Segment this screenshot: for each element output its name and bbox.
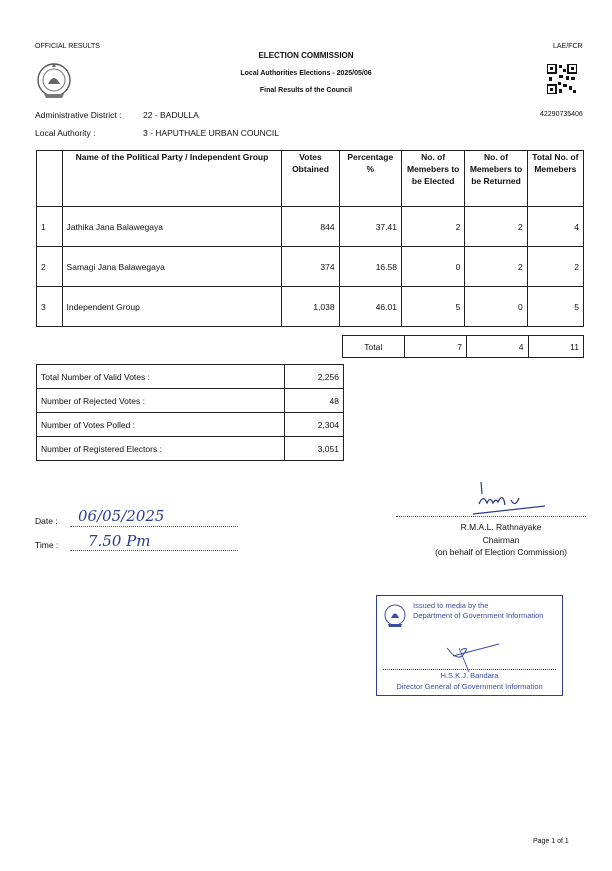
- votes-obtained: 1,038: [282, 287, 339, 327]
- election-subtitle: Local Authorities Elections - 2025/05/06: [240, 70, 372, 77]
- members-elected: 5: [401, 287, 464, 327]
- vote-percentage: 37.41: [339, 207, 401, 247]
- commission-title: ELECTION COMMISSION: [258, 51, 354, 60]
- summary-row: [37, 437, 344, 461]
- media-issue-stamp: [376, 595, 563, 696]
- members-total: 2: [527, 247, 583, 287]
- form-code: LAE/FCR: [553, 43, 583, 50]
- members-total: 4: [527, 207, 583, 247]
- director-name: H.S.K.J. Bandara: [440, 671, 499, 680]
- header-votes: Votes Obtained: [282, 151, 339, 207]
- summary-table: [36, 364, 344, 461]
- results-table-header: [37, 151, 584, 207]
- row-number: 3: [37, 287, 63, 327]
- header-party: Name of the Political Party / Independent Group: [62, 151, 282, 207]
- final-results-title: Final Results of the Council: [259, 87, 353, 94]
- members-returned: 2: [465, 247, 527, 287]
- summary-row: [37, 365, 344, 389]
- stamp-line-1: Issued to media by the: [413, 601, 489, 610]
- votes-obtained: 374: [282, 247, 339, 287]
- qr-code-icon: [547, 64, 577, 94]
- document-number: 42290735406: [540, 111, 583, 118]
- totals-table: [342, 335, 584, 358]
- on-behalf-note: (on behalf of Election Commission): [435, 547, 567, 557]
- chairman-signature-icon: [455, 478, 555, 518]
- page-number: Page 1 of 1: [533, 838, 569, 845]
- header-percentage: Percentage %: [339, 151, 401, 207]
- time-label: Time :: [35, 540, 59, 550]
- official-results-label: OFFICIAL RESULTS: [35, 43, 100, 50]
- header-no: [37, 151, 63, 207]
- members-elected: 2: [401, 207, 464, 247]
- members-total: 5: [527, 287, 583, 327]
- summary-value: 2,256: [285, 365, 344, 389]
- members-returned: 2: [465, 207, 527, 247]
- date-handwritten: 06/05/2025: [78, 507, 165, 525]
- chairman-name: R.M.A.L. Rathnayake: [460, 522, 542, 532]
- row-number: 1: [37, 207, 63, 247]
- members-elected: 0: [401, 247, 464, 287]
- date-label: Date :: [35, 516, 58, 526]
- summary-value: 3,051: [285, 437, 344, 461]
- vote-percentage: 16.58: [339, 247, 401, 287]
- totals-members: 11: [528, 336, 583, 358]
- table-row: [37, 287, 584, 327]
- time-line: [70, 550, 238, 551]
- authority-value: 3 - HAPUTHALE URBAN COUNCIL: [143, 128, 280, 138]
- table-row: [37, 247, 584, 287]
- chairman-title: Chairman: [482, 535, 520, 545]
- totals-elected: 7: [404, 336, 467, 358]
- summary-label: Number of Registered Electors :: [37, 437, 285, 461]
- table-row: [37, 207, 584, 247]
- header-returned: No. of Memebers to be Returned: [465, 151, 527, 207]
- header-total-members: Total No. of Memebers: [527, 151, 583, 207]
- totals-label: Total: [343, 336, 405, 358]
- summary-label: Total Number of Valid Votes :: [37, 365, 285, 389]
- header-elected: No. of Memebers to be Elected: [401, 151, 464, 207]
- votes-obtained: 844: [282, 207, 339, 247]
- summary-label: Number of Votes Polled :: [37, 413, 285, 437]
- district-value: 22 - BADULLA: [143, 110, 199, 120]
- date-line: [70, 526, 238, 527]
- party-name: Jathika Jana Balawegaya: [62, 207, 282, 247]
- authority-label: Local Authority :: [35, 128, 96, 138]
- party-name: Samagi Jana Balawegaya: [62, 247, 282, 287]
- row-number: 2: [37, 247, 63, 287]
- director-title: Director General of Government Information: [396, 682, 543, 691]
- summary-value: 2,304: [285, 413, 344, 437]
- totals-returned: 4: [467, 336, 529, 358]
- results-table: [36, 150, 584, 327]
- members-returned: 0: [465, 287, 527, 327]
- summary-value: 48: [285, 389, 344, 413]
- stamp-line-2: Department of Government Information: [413, 611, 544, 620]
- summary-label: Number of Rejected Votes :: [37, 389, 285, 413]
- signature-line: [396, 516, 586, 517]
- stamp-signature-line: [383, 669, 556, 670]
- time-handwritten: 7.50 Pm: [88, 532, 151, 550]
- party-name: Independent Group: [62, 287, 282, 327]
- district-label: Administrative District :: [35, 110, 122, 120]
- vote-percentage: 46.01: [339, 287, 401, 327]
- department-emblem-icon: [383, 602, 407, 628]
- summary-row: [37, 413, 344, 437]
- summary-row: [37, 389, 344, 413]
- sri-lanka-emblem-icon: [36, 60, 72, 100]
